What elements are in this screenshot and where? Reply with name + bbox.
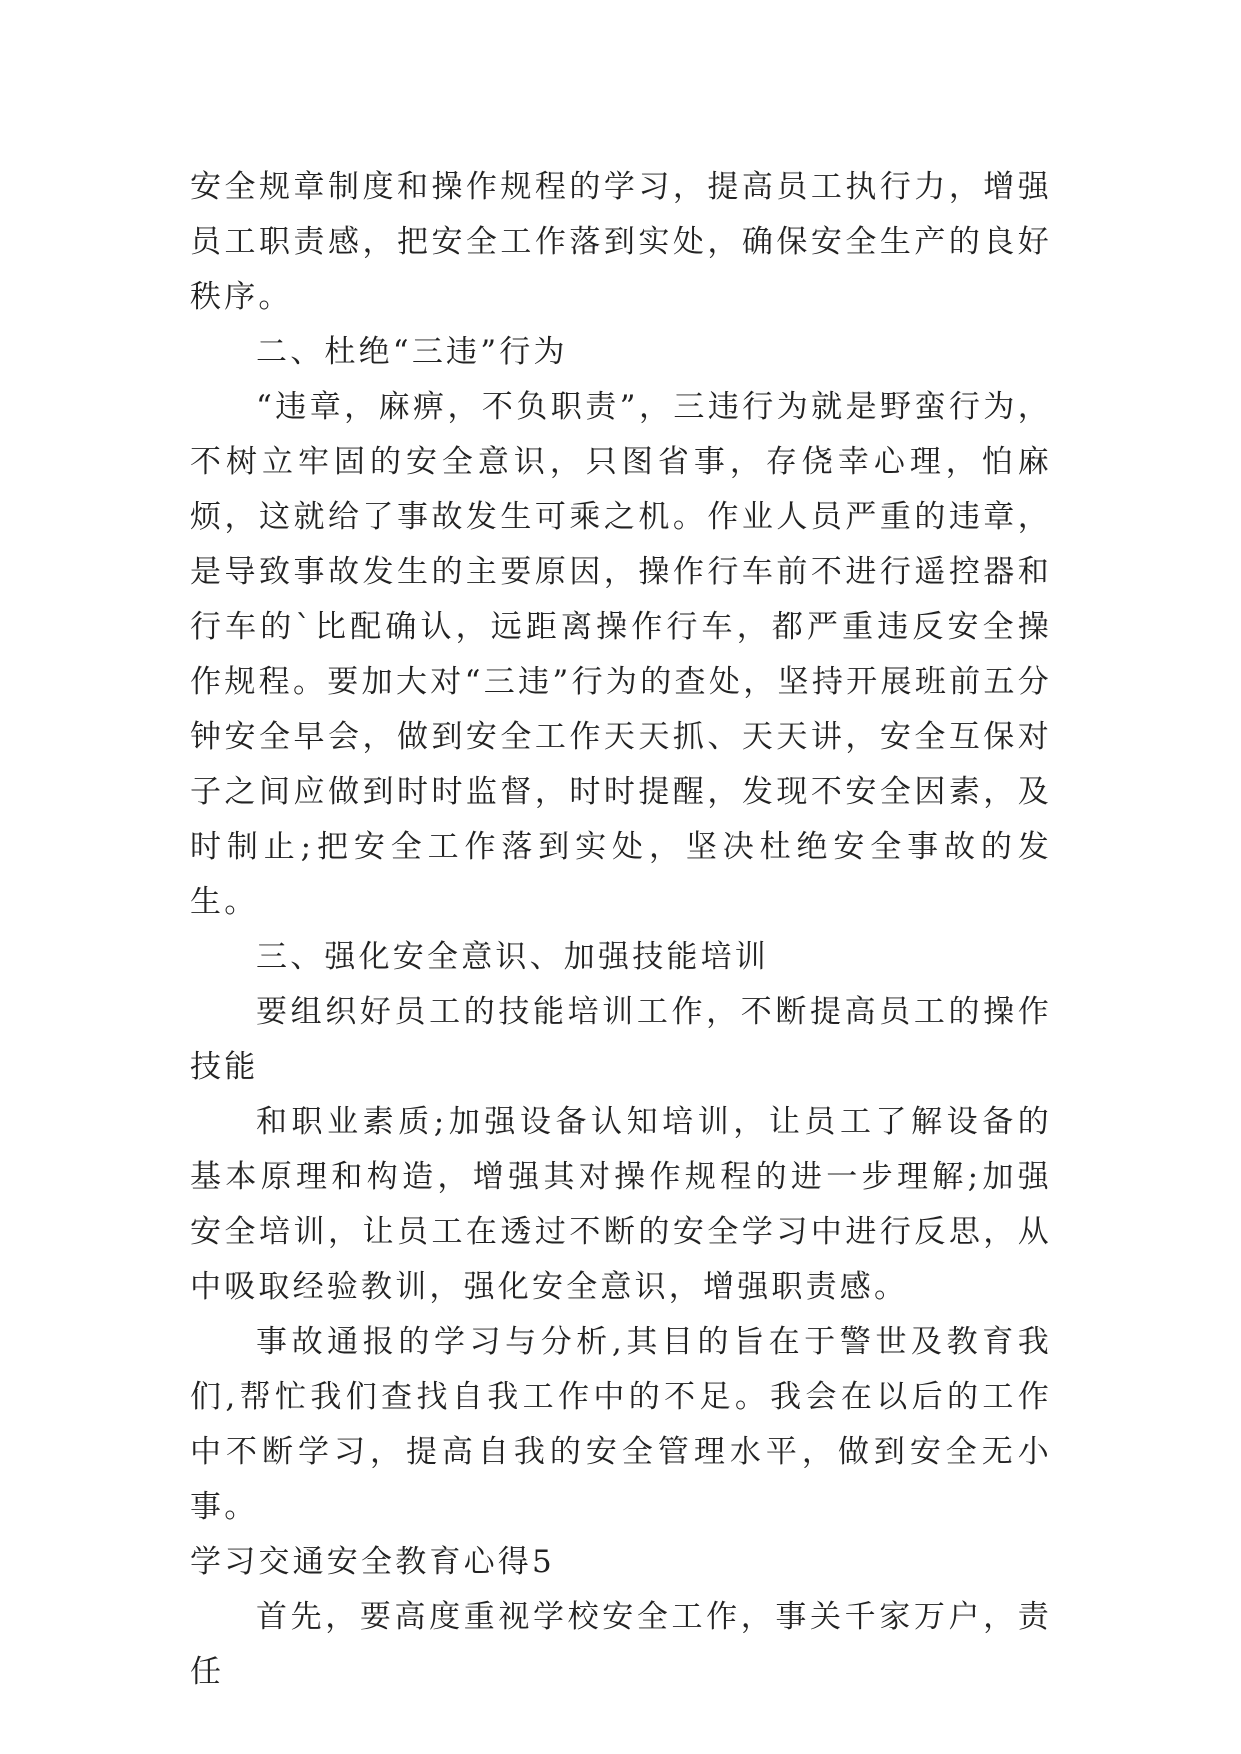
document-body	[190, 160, 1052, 1700]
paragraph-professional-quality: 和职业素质;加强设备认知培训，让员工了解设备的基本原理和构造，增强其对操作规程的进一步理解;加强安全培训，让员工在透过不断的安全学习中进行反思，从中吸取经验教训，强化安全意识，增强职责感。	[190, 1104, 1052, 1305]
paragraph-skill-training: 要组织好员工的技能培训工作，不断提高员工的操作技能	[190, 994, 1052, 1085]
paragraph-school-safety: 首先，要高度重视学校安全工作，事关千家万户，责任	[190, 1599, 1052, 1690]
section-heading-two: 二、杜绝“三违”行为	[256, 334, 568, 370]
article-title-5: 学习交通安全教育心得5	[190, 1544, 555, 1580]
paragraph-three-violations: “违章，麻痹，不负职责”，三违行为就是野蛮行为，不树立牢固的安全意识，只图省事，存侥幸心理，怕麻烦，这就给了事故发生可乘之机。作业人员严重的违章，是导致事故发生的主要原因，操作行车前不进行遥控器和行车的`比配确认，远距离操作行车，都严重违反安全操作规程。要加大对“三违”行为的查处，坚持开展班前五分钟安全早会，做到安全工作天天抓、天天讲，安全互保对子之间应做到时时监督，时时提醒，发现不安全因素，及时制止;把安全工作落到实处，坚决杜绝安全事故的发生。	[190, 389, 1052, 920]
paragraph-accident-report: 事故通报的学习与分析,其目的旨在于警世及教育我们,帮忙我们查找自我工作中的不足。我会在以后的工作中不断学习，提高自我的安全管理水平，做到安全无小事。	[190, 1324, 1052, 1525]
paragraph-safety-rules: 安全规章制度和操作规程的学习，提高员工执行力，增强员工职责感，把安全工作落到实处，确保安全生产的良好秩序。	[190, 169, 1052, 315]
section-heading-three: 三、强化安全意识、加强技能培训	[256, 939, 769, 975]
